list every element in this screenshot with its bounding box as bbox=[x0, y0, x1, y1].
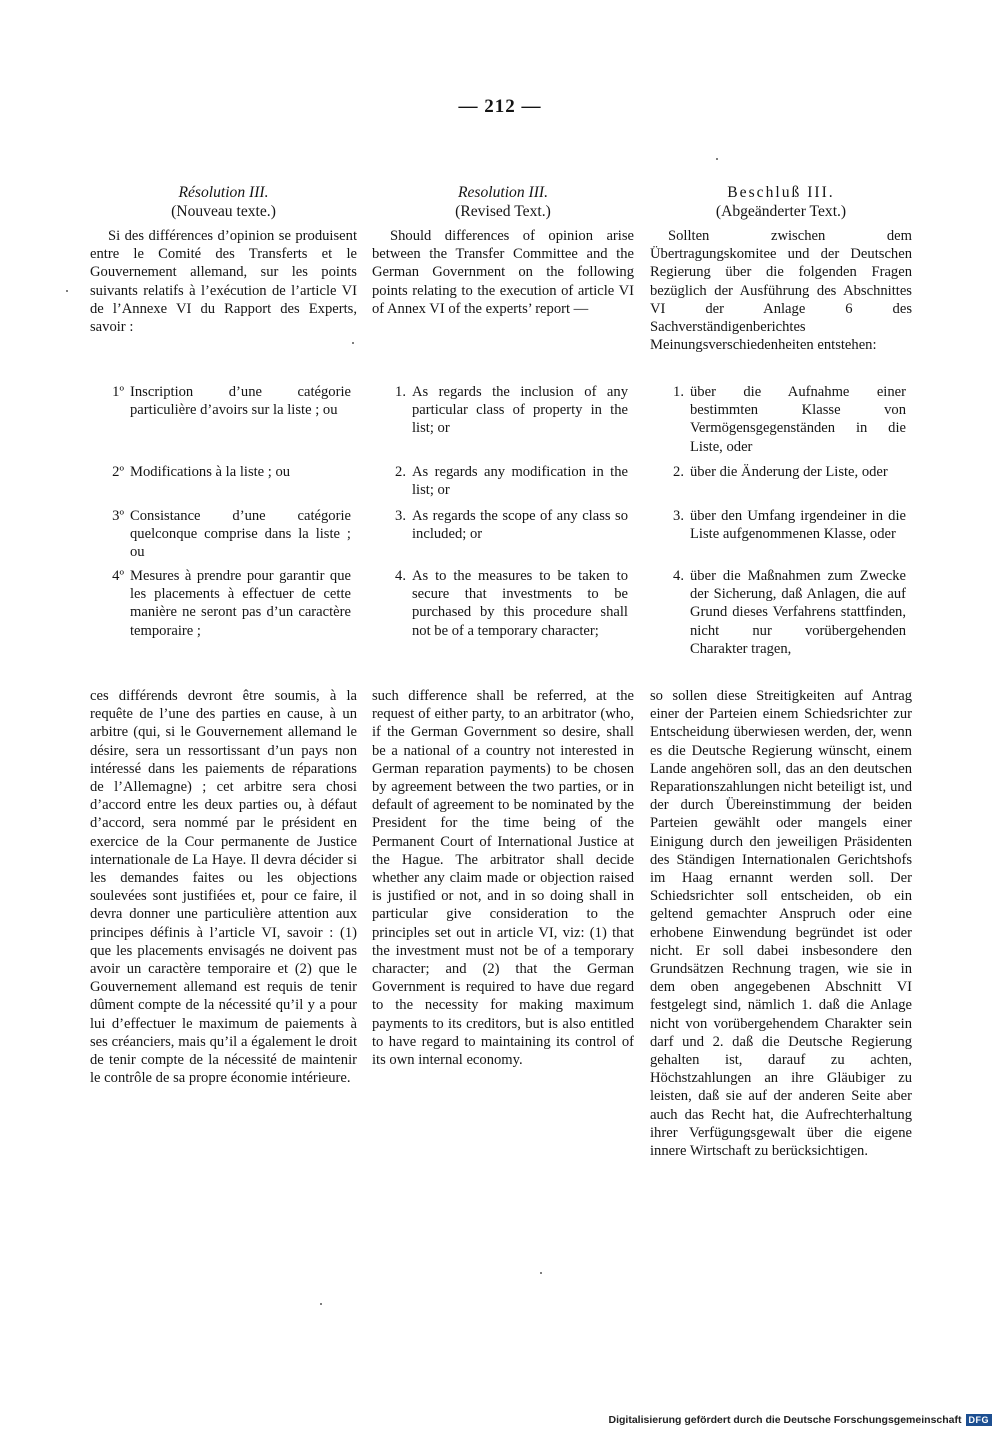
german-item-4-number: 4. bbox=[673, 568, 684, 584]
french-item-4-text: Mesures à prendre pour garantir que les placements à effectuer de cette manière ne seront pas d’un caractère temporaire ; bbox=[130, 568, 351, 639]
french-item-3-number: 3º bbox=[112, 508, 124, 524]
english-title: Resolution III. bbox=[457, 184, 549, 201]
german-item-1 bbox=[650, 383, 912, 463]
english-item-3-text: As regards the scope of any class so included; or bbox=[412, 508, 628, 543]
scan-speck bbox=[352, 342, 354, 344]
german-item-2-text: über die Änderung der Liste, oder bbox=[690, 464, 888, 480]
french-item-2-number: 2º bbox=[112, 464, 124, 480]
french-item-1-number: 1º bbox=[112, 384, 124, 400]
german-conclusion: so sollen diese Streitigkeiten auf Antrag einer der Parteien einem Schiedsrichter zur Entscheidung überwiesen werden, der, wenn es die Deutsche Regierung wünscht, einem Lande angehören soll, das an den deutschen Reparationszahlungen nicht beteiligt ist, und der durch Übereinstimmung der beiden Parteien gewählt oder mangels einer Einigung durch den jeweiligen Präsidenten des Ständigen Internationalen Gerichtshofs im Haag ernannt werden soll. Der Schiedsrichter soll entscheiden, ob ein geltend gemachter Anspruch oder eine erhobene Einwendung begründet ist oder nicht. Er soll dabei insbesondere den Grundsätzen Rechnung tragen, wie sie in dem oben angegebenen Abschnitt VI festgelegt sind, nämlich 1. daß die Anlage nicht von vorübergehendem Charakter sein darf und 2. daß die Deutsche Regierung gehalten ist, darauf zu achten, Höchstzahlungen an ihre Gläubiger zu leisten, daß sie auf der anderen Seite aber auch das Recht hat, die Aufrechterhaltung ihrer Verfügungsgewalt über die eigene innere Wirtschaft zu berücksichtigen. bbox=[650, 688, 912, 1160]
english-subtitle: (Revised Text.) bbox=[455, 203, 551, 220]
english-item-2-number: 2. bbox=[395, 464, 406, 480]
french-item-3 bbox=[90, 507, 357, 567]
page-number: — 212 — bbox=[458, 96, 542, 117]
german-item-3-text: über den Umfang irgendeiner in die Liste aufgenommenen Klasse, oder bbox=[690, 508, 906, 543]
footer-text: Digitalisierung gefördert durch die Deutsche Forschungsgemeinschaft bbox=[608, 1414, 962, 1426]
german-column bbox=[650, 183, 912, 1160]
german-title: Beschluß III. bbox=[727, 184, 835, 201]
german-item-4 bbox=[650, 567, 912, 679]
scan-speck bbox=[540, 1272, 542, 1274]
german-subtitle: (Abgeänderter Text.) bbox=[715, 203, 847, 220]
german-item-2 bbox=[650, 463, 912, 507]
french-item-1-text: Inscription d’une catégorie particulière d’avoirs sur la liste ; ou bbox=[130, 384, 351, 419]
english-item-3 bbox=[372, 507, 634, 567]
french-item-4-number: 4º bbox=[112, 568, 124, 584]
french-conclusion: ces différends devront être soumis, à la requête de l’une des parties en cause, à un arbitre (qui, si le Gouvernement allemand le désire, sera un ressortissant d’un pays non intéressé dans les paiements de réparations de l’Allemagne) ; cet arbitre sera chosi d’accord entre les deux parties ou, à défaut d’accord, sera nommé par le président en exercice de la Cour permanente de Justice internationale de La Haye. Il devra décider si les demandes faites ou les objections soulevées sont justifiées et, pour ce faire, il devra donner une particulière attention aux principes définis à l’article VI, savoir : (1) que les placements envisagés ne doivent pas avoir un caractère temporaire et (2) que le Gouvernement allemand est requis de tenir dûment compte de la nécessité qu’il y a pour lui d’effectuer le maximum de paiements à ses créanciers, mais qu’il a également le droit de tenir compte de la nécessité de maintenir le contrôle de sa propre économie intérieure. bbox=[90, 688, 357, 1087]
french-item-1 bbox=[90, 383, 357, 463]
english-item-2-text: As regards any modification in the list; or bbox=[412, 464, 628, 499]
english-item-1 bbox=[372, 383, 634, 463]
french-title: Résolution III. bbox=[178, 184, 269, 201]
scan-speck bbox=[716, 158, 718, 160]
french-item-4 bbox=[90, 567, 357, 679]
english-item-1-text: As regards the inclusion of any particular class of property in the list; or bbox=[412, 384, 628, 437]
german-intro: Sollten zwischen dem Übertragungskomitee und der Deutschen Regierung über die folgenden Fragen bezüglich der Ausführung des Abschnittes VI der Anlage 6 des Sachverständigenberichtes Meinungsverschiedenheiten entstehen: bbox=[650, 228, 912, 354]
english-item-2 bbox=[372, 463, 634, 507]
german-item-4-text: über die Maßnahmen zum Zwecke der Sicherung, daß Anlagen, die auf Grund dieses Verfahrens stattfinden, nicht nur vorübergehenden Charakter tragen, bbox=[690, 568, 906, 657]
scan-speck bbox=[66, 290, 68, 292]
french-item-3-text: Consistance d’une catégorie quelconque comprise dans la liste ; ou bbox=[130, 508, 351, 561]
german-item-1-number: 1. bbox=[673, 384, 684, 400]
english-item-4 bbox=[372, 567, 634, 679]
footer-credit bbox=[609, 1414, 992, 1426]
german-item-1-text: über die Aufnahme einer bestimmten Klasse von Vermögensgegenständen in die Liste, oder bbox=[690, 384, 906, 455]
english-item-1-number: 1. bbox=[395, 384, 406, 400]
dfg-logo: DFG bbox=[966, 1414, 993, 1426]
french-column bbox=[90, 183, 357, 1087]
english-intro: Should differences of opinion arise between the Transfer Committee and the German Government on the following points relating to the execution of article VI of Annex VI of the experts’ report — bbox=[372, 228, 634, 317]
english-column bbox=[372, 183, 634, 1069]
scan-speck bbox=[320, 1303, 322, 1305]
english-conclusion: such difference shall be referred, at the request of either party, to an arbitrator (who, if the German Government so desire, shall be a national of a country not interested in German reparation payments) to be chosen by agreement between the two parties, or in default of agreement to be nominated by the President for the time being of the Permanent Court of International Justice at the Hague. The arbitrator shall decide whether any claim made or objection raised is justified or not, and in so doing shall in particular give consideration to the principles set out in article VI, viz: (1) that the investment must not be of a temporary character; and (2) that the German Government is required to have due regard to the necessity for making maximum payments to its creditors, but is also entitled to have regard to maintaining its control of its own internal economy. bbox=[372, 688, 634, 1069]
french-item-2-text: Modifications à la liste ; ou bbox=[130, 464, 291, 480]
german-item-2-number: 2. bbox=[673, 464, 684, 480]
english-item-4-number: 4. bbox=[395, 568, 406, 584]
french-subtitle: (Nouveau texte.) bbox=[171, 203, 276, 220]
english-item-4-text: As to the measures to be taken to secure that investments to be purchased by this procedure shall not be of a temporary character; bbox=[412, 568, 628, 639]
french-intro: Si des différences d’opinion se produisent entre le Comité des Transferts et le Gouvernement allemand, sur les points suivants relatifs à l’exécution de l’article VI de l’Annexe VI du Rapport des Experts, savoir : bbox=[90, 228, 357, 336]
german-item-3 bbox=[650, 507, 912, 567]
english-item-3-number: 3. bbox=[395, 508, 406, 524]
german-item-3-number: 3. bbox=[673, 508, 684, 524]
french-item-2 bbox=[90, 463, 357, 507]
